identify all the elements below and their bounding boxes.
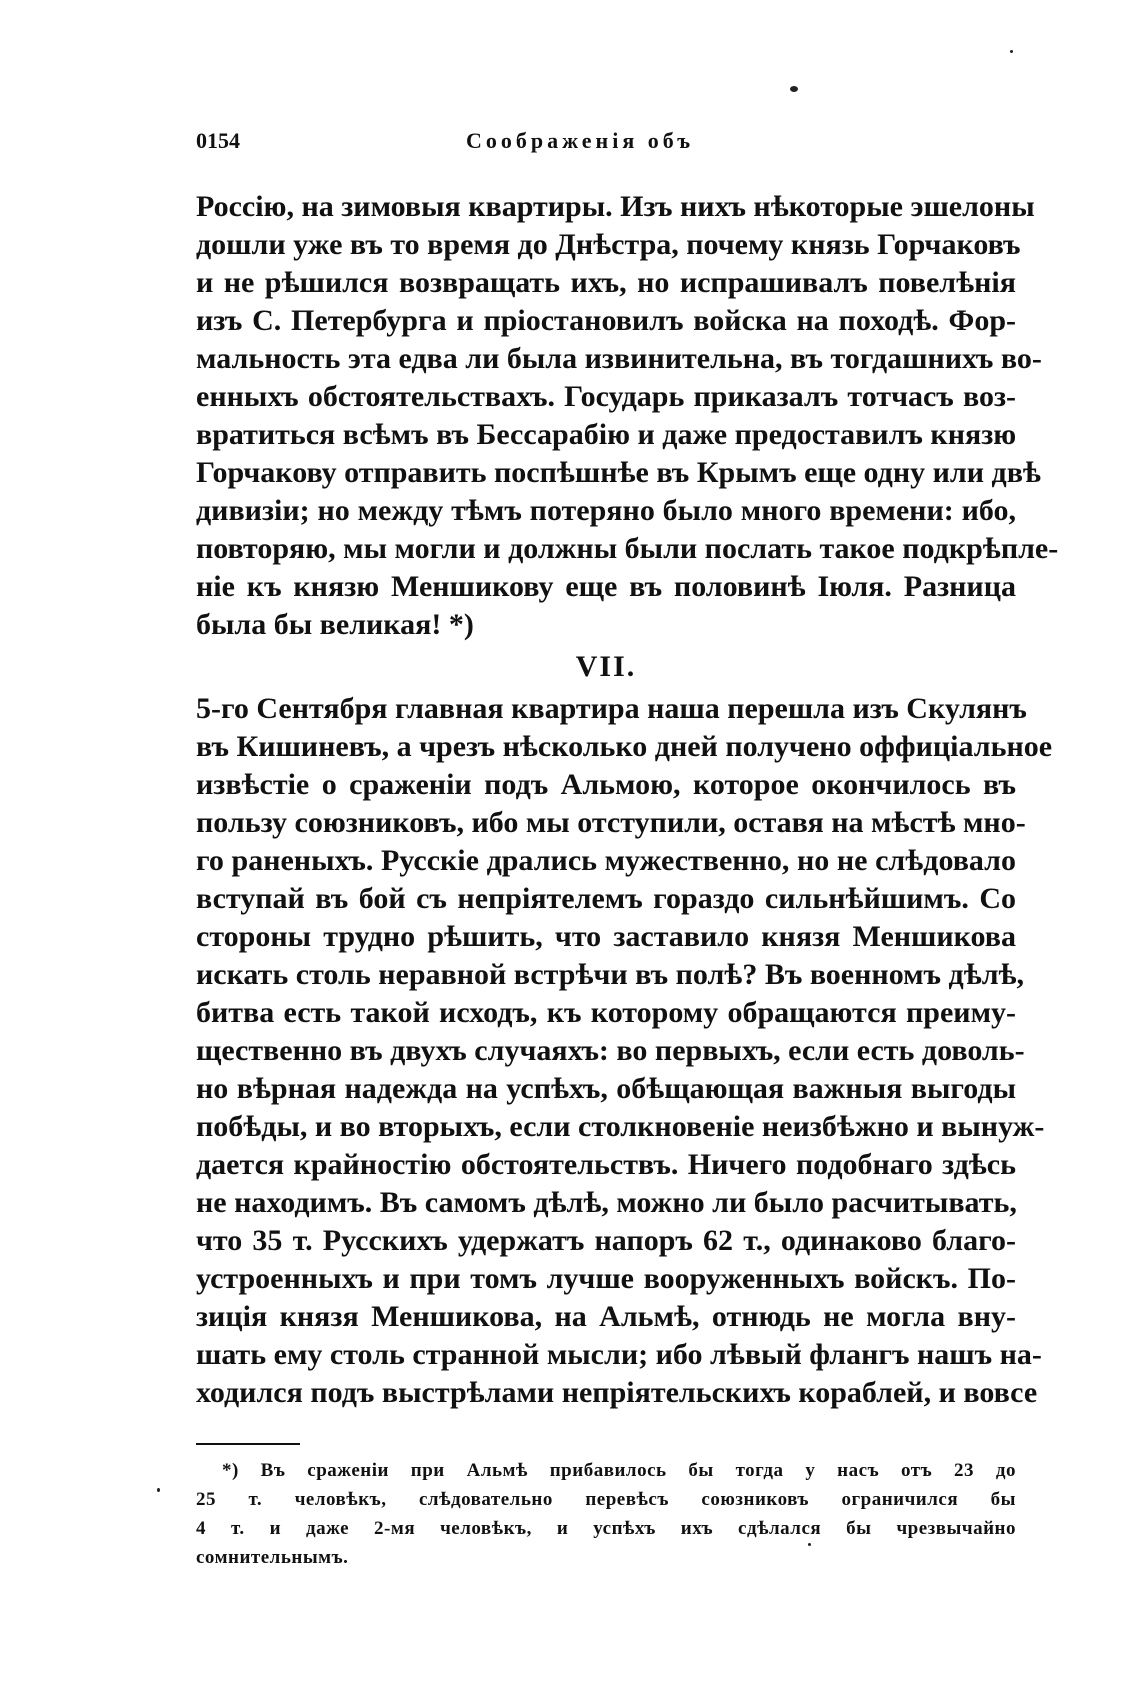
text-line: дивизіи; но между тѣмъ потеряно было много времени: ибо,: [196, 494, 1016, 527]
text-line: 5-го Сентября главная квартира наша перешла изъ Скулянъ: [196, 692, 1027, 725]
text-line: была бы великая! *): [196, 608, 474, 641]
page-number: 0154: [196, 128, 240, 153]
text-line: зиція князя Меншикова, на Альмѣ, отнюдь не могла вну-: [196, 1300, 1016, 1333]
text-line: шать ему столь странной мысли; ибо лѣвый флангъ нашъ на-: [196, 1338, 1042, 1371]
text-line: и не рѣшился возвращать ихъ, но испрашивалъ повелѣнія: [196, 266, 1016, 299]
text-line: Горчакову отправить поспѣшнѣе въ Крымъ еще одну или двѣ: [196, 456, 1041, 489]
text-line: искать столь неравной встрѣчи въ полѣ? Въ военномъ дѣлѣ,: [196, 958, 1025, 991]
text-line: дошли уже въ то время до Днѣстра, почему князь Горчаковъ: [196, 228, 1021, 261]
text-line: но вѣрная надежда на успѣхъ, обѣщающая важныя выгоды: [196, 1072, 1016, 1105]
footnote-line: 25 т. человѣкъ, слѣдовательно перевѣсъ союзниковъ ограничился бы: [196, 1489, 1016, 1510]
text-line: вступай въ бой съ непріятелемъ гораздо сильнѣйшимъ. Со: [196, 882, 1016, 915]
text-line: дается крайностію обстоятельствъ. Ничего подобнаго здѣсь: [196, 1148, 1016, 1181]
text-line: ніе къ князю Меншикову еще въ половинѣ Іюля. Разница: [196, 570, 1016, 603]
text-line: устроенныхъ и при томъ лучше вооруженныхъ войскъ. По-: [196, 1262, 1016, 1295]
text-line: Россію, на зимовыя квартиры. Изъ нихъ нѣкоторые эшелоны: [196, 190, 1035, 223]
text-line: го раненыхъ. Русскіе дрались мужественно, но не слѣдовало: [196, 844, 1016, 877]
text-line: изъ С. Петербурга и пріостановилъ войска на походѣ. Фор-: [196, 304, 1016, 337]
text-line: повторяю, мы могли и должны были послать такое подкрѣпле-: [196, 532, 1059, 565]
footnote-divider: [196, 1443, 300, 1445]
text-line: побѣды, и во вторыхъ, если столкновеніе неизбѣжно и вынуж-: [196, 1110, 1045, 1143]
footnote: [196, 1456, 1016, 1572]
ink-speck: [790, 86, 798, 92]
running-title: Соображенія объ: [466, 128, 695, 153]
text-line: щественно въ двухъ случаяхъ: во первыхъ, если есть доволь-: [196, 1034, 1025, 1067]
footnote-line: сомнительнымъ.: [196, 1547, 349, 1568]
ink-speck: [157, 1488, 160, 1492]
text-line: енныхъ обстоятельствахъ. Государь приказалъ тотчасъ воз-: [196, 380, 1016, 413]
text-line: битва есть такой исходъ, къ которому обращаются преиму-: [196, 996, 1016, 1029]
ink-speck: [1010, 50, 1013, 53]
main-text: [196, 188, 1059, 1412]
text-line: не находимъ. Въ самомъ дѣлѣ, можно ли было расчитывать,: [196, 1186, 1017, 1219]
paragraph-2: [196, 690, 1053, 1412]
text-line: мальность эта едва ли была извинительна, въ тогдашнихъ во-: [196, 342, 1042, 375]
text-line: въ Кишиневъ, а чрезъ нѣсколько дней получено оффиціальное: [196, 730, 1053, 763]
text-line: стороны трудно рѣшить, что заставило князя Меншикова: [196, 920, 1016, 953]
text-line: ходился подъ выстрѣлами непріятельскихъ кораблей, и вовсе: [196, 1376, 1038, 1409]
text-line: пользу союзниковъ, ибо мы отступили, оставя на мѣстѣ мно-: [196, 806, 1026, 839]
footnote-line: 4 т. и даже 2-мя человѣкъ, и успѣхъ ихъ сдѣлался бы чрезвычайно: [196, 1518, 1016, 1539]
footnote-line: *) Въ сраженіи при Альмѣ прибавилось бы тогда у насъ отъ 23 до: [222, 1460, 1016, 1481]
ink-speck: [808, 1543, 811, 1546]
section-heading: VII.: [575, 650, 637, 683]
page-header: [196, 128, 1016, 168]
text-line: вратиться всѣмъ въ Бессарабію и даже предоставилъ князю: [196, 418, 1017, 451]
text-line: что 35 т. Русскихъ удержатъ напоръ 62 т., одинаково благо-: [196, 1224, 1016, 1257]
text-line: извѣстіе о сраженіи подъ Альмою, которое окончилось въ: [196, 768, 1016, 801]
paragraph-1: [196, 188, 1059, 644]
